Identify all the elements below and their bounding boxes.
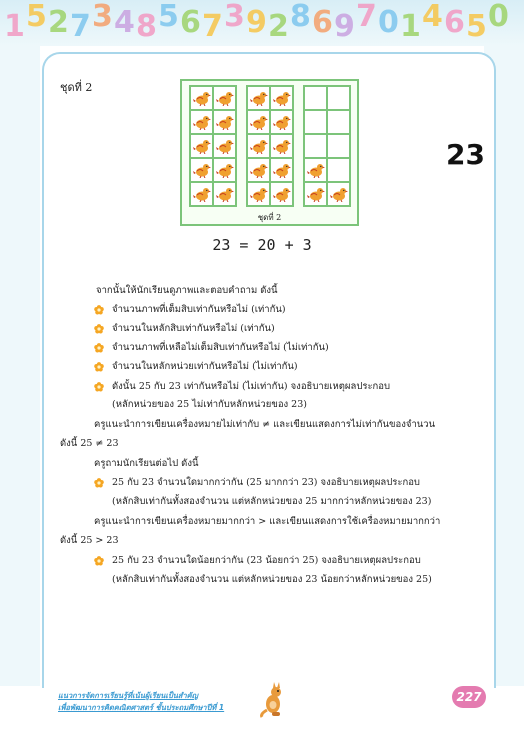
header-digit: 1 bbox=[4, 9, 25, 44]
ten-frame-grid bbox=[189, 85, 237, 207]
question-2: จำนวนในหลักสิบเท่ากันหรือไม่ (เท่ากัน) bbox=[112, 323, 275, 334]
header-digit: 5 bbox=[26, 0, 47, 34]
ten-frame-grid bbox=[246, 85, 294, 207]
flower-bullet-icon bbox=[94, 343, 104, 353]
grid-cell bbox=[190, 134, 213, 158]
grid-cell bbox=[213, 86, 236, 110]
header-digit: 5 bbox=[466, 9, 487, 44]
bird-icon bbox=[216, 162, 234, 178]
bird-icon bbox=[216, 186, 234, 202]
question-7-note: (หลักสิบเท่ากันทั้งสองจำนวน แต่หลักหน่วยของ 23 น้อยกว่าหลักหน่วยของ 25) bbox=[112, 574, 432, 585]
bird-icon bbox=[273, 186, 291, 202]
flower-bullet-icon bbox=[94, 305, 104, 315]
header-digit: 0 bbox=[378, 5, 399, 40]
grid-cell bbox=[190, 110, 213, 134]
grid-cell bbox=[190, 158, 213, 182]
set-label: ชุดที่ 2 bbox=[60, 81, 93, 94]
header-digit: 7 bbox=[356, 0, 377, 34]
grid-cell bbox=[270, 134, 293, 158]
bird-icon bbox=[307, 162, 325, 178]
grid-cell bbox=[270, 86, 293, 110]
grid-cell bbox=[327, 110, 350, 134]
greater-than-paragraph-2: ดังนี้ 25 > 23 bbox=[60, 535, 119, 546]
bird-icon bbox=[193, 162, 211, 178]
question-5: ดังนั้น 25 กับ 23 เท่ากันหรือไม่ (ไม่เท่ากัน) จงอธิบายเหตุผลประกอบ bbox=[112, 381, 391, 392]
question-5-note: (หลักหน่วยของ 25 ไม่เท่ากับหลักหน่วยของ 23) bbox=[112, 399, 307, 410]
question-4: จำนวนในหลักหน่วยเท่ากันหรือไม่ (ไม่เท่ากัน) bbox=[112, 361, 298, 372]
header-digit: 9 bbox=[334, 9, 355, 44]
header-digit: 0 bbox=[488, 0, 509, 34]
footer-title-line-2: เพื่อพัฒนาการคิดคณิตศาสตร์ ชั้นประถมศึกษาปีที่ 1 bbox=[58, 703, 225, 712]
question-6-note: (หลักสิบเท่ากันทั้งสองจำนวน แต่หลักหน่วยของ 25 มากกว่าหลักหน่วยของ 23) bbox=[112, 496, 432, 507]
grid-cell bbox=[270, 158, 293, 182]
grid-cell bbox=[247, 110, 270, 134]
bird-icon bbox=[250, 114, 268, 130]
page-number-badge: 227 bbox=[452, 686, 486, 708]
bird-icon bbox=[250, 186, 268, 202]
grid-cell bbox=[247, 158, 270, 182]
header-digit: 8 bbox=[290, 0, 311, 34]
bird-icon bbox=[216, 138, 234, 154]
header-digit: 8 bbox=[136, 9, 157, 44]
grid-cell bbox=[327, 158, 350, 182]
grid-cell bbox=[190, 86, 213, 110]
grid-cell bbox=[213, 182, 236, 206]
grid-cell bbox=[270, 110, 293, 134]
header-digit: 3 bbox=[92, 0, 113, 34]
bird-icon bbox=[193, 90, 211, 106]
header-digit: 2 bbox=[268, 9, 289, 44]
kangaroo-mascot-icon bbox=[258, 682, 288, 718]
header-digit: 4 bbox=[422, 0, 443, 34]
left-side-band bbox=[0, 46, 40, 686]
grid-cell bbox=[327, 182, 350, 206]
grid-cell bbox=[247, 134, 270, 158]
bird-icon bbox=[250, 90, 268, 106]
bird-icon bbox=[273, 114, 291, 130]
bird-icon bbox=[273, 162, 291, 178]
bird-icon bbox=[250, 162, 268, 178]
flower-bullet-icon bbox=[94, 324, 104, 334]
intro-text: จากนั้นให้นักเรียนดูภาพและตอบคำถาม ดังนี้ bbox=[96, 285, 278, 296]
flower-bullet-icon bbox=[94, 556, 104, 566]
header-digit: 7 bbox=[70, 9, 91, 44]
grid-cell bbox=[304, 134, 327, 158]
header-digit: 6 bbox=[312, 5, 333, 40]
header-digit: 4 bbox=[114, 5, 135, 40]
ask-paragraph: ครูถามนักเรียนต่อไป ดังนี้ bbox=[94, 458, 199, 469]
footer-title-line-1: แนวการจัดการเรียนรู้ที่เน้นผู้เรียนเป็นสำคัญ bbox=[58, 691, 199, 700]
question-1: จำนวนภาพที่เต็มสิบเท่ากันหรือไม่ (เท่ากัน) bbox=[112, 304, 286, 315]
grid-cell bbox=[247, 86, 270, 110]
header-number-band bbox=[0, 0, 524, 46]
not-equal-paragraph-2: ดังนี้ 25 ≠ 23 bbox=[60, 438, 119, 449]
grid-cell bbox=[327, 134, 350, 158]
question-7: 25 กับ 23 จำนวนใดน้อยกว่ากัน (23 น้อยกว่า 25) จงอธิบายเหตุผลประกอบ bbox=[112, 555, 421, 566]
bird-icon bbox=[250, 138, 268, 154]
header-digit: 2 bbox=[48, 5, 69, 40]
grid-cell bbox=[304, 158, 327, 182]
flower-bullet-icon bbox=[94, 362, 104, 372]
bird-icon bbox=[193, 186, 211, 202]
grid-cell bbox=[327, 86, 350, 110]
header-digit: 6 bbox=[444, 5, 465, 40]
header-digit: 7 bbox=[202, 9, 223, 44]
equation: 23 = 20 + 3 bbox=[212, 236, 312, 254]
tens-ones-figure bbox=[180, 79, 359, 226]
bird-icon bbox=[216, 90, 234, 106]
grid-cell bbox=[270, 182, 293, 206]
header-digit: 5 bbox=[158, 0, 179, 34]
big-number: 23 bbox=[446, 138, 485, 171]
grid-cell bbox=[304, 86, 327, 110]
greater-than-paragraph-1: ครูแนะนำการเขียนเครื่องหมายมากกว่า > และเขียนแสดงการใช้เครื่องหมายมากกว่า bbox=[94, 516, 441, 527]
bird-icon bbox=[193, 114, 211, 130]
question-3: จำนวนภาพที่เหลือไม่เต็มสิบเท่ากันหรือไม่ (ไม่เท่ากัน) bbox=[112, 342, 329, 353]
header-digit: 6 bbox=[180, 5, 201, 40]
header-digit: 3 bbox=[224, 0, 245, 34]
ten-frame-grid bbox=[303, 85, 351, 207]
grid-cell bbox=[213, 158, 236, 182]
grid-cell bbox=[304, 110, 327, 134]
header-digit: 9 bbox=[246, 5, 267, 40]
bird-icon bbox=[307, 186, 325, 202]
bird-icon bbox=[330, 186, 348, 202]
flower-bullet-icon bbox=[94, 382, 104, 392]
bird-icon bbox=[273, 90, 291, 106]
flower-bullet-icon bbox=[94, 478, 104, 488]
bird-icon bbox=[273, 138, 291, 154]
bird-icon bbox=[216, 114, 234, 130]
not-equal-paragraph-1: ครูแนะนำการเขียนเครื่องหมายไม่เท่ากับ ≠ และเขียนแสดงการไม่เท่ากันของจำนวน bbox=[94, 419, 436, 430]
bird-icon bbox=[193, 138, 211, 154]
question-6: 25 กับ 23 จำนวนใดมากกว่ากัน (25 มากกว่า 23) จงอธิบายเหตุผลประกอบ bbox=[112, 477, 420, 488]
header-digit: 1 bbox=[400, 9, 421, 44]
figure-caption: ชุดที่ 2 bbox=[257, 213, 282, 222]
grid-cell bbox=[213, 110, 236, 134]
grid-cell bbox=[213, 134, 236, 158]
grid-cell bbox=[247, 182, 270, 206]
grid-cell bbox=[190, 182, 213, 206]
grid-cell bbox=[304, 182, 327, 206]
